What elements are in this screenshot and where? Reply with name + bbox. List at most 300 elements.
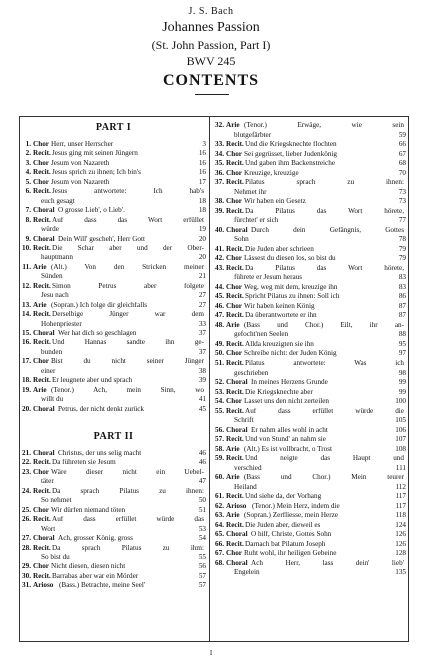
entry-type: Chor xyxy=(33,177,49,186)
entry-page: 59 xyxy=(398,130,406,139)
entry-page: 16 xyxy=(198,149,206,158)
entry-title: Jesus sprich zu ihnen; Ich bin's xyxy=(52,169,141,177)
entry-page: 105 xyxy=(395,416,406,425)
entry-page: 53 xyxy=(198,524,206,533)
entry-type: Recit. xyxy=(226,159,244,168)
entry-title: Spricht Pilatus zu ihnen: Soll ich xyxy=(245,293,340,301)
entry-type: Arioso xyxy=(226,501,247,510)
entry-page: 97 xyxy=(398,349,406,358)
contents-entry xyxy=(214,541,406,550)
entry-title: Schreibe nicht: der Juden König xyxy=(244,350,337,358)
entry-type: Recit. xyxy=(226,454,244,463)
entry-title: Nicht diesen, diesen nicht xyxy=(51,563,126,571)
entry-title-continuation: würde xyxy=(41,225,59,234)
entry-page: 27 xyxy=(198,291,206,300)
contents-entry xyxy=(21,516,206,525)
entry-type: Choral xyxy=(33,534,55,543)
entry-number: 28. xyxy=(22,543,31,552)
entry-number: 23. xyxy=(22,467,31,476)
entry-title: Jesus ging mit seinen Jüngern xyxy=(52,150,138,158)
entry-type: Chor xyxy=(226,301,242,310)
contents-entry xyxy=(214,360,406,369)
contents-entry-continuation xyxy=(21,226,206,235)
entry-type: Recit. xyxy=(33,215,51,224)
contents-entry xyxy=(214,312,406,321)
entry-number: 12. xyxy=(22,281,31,290)
contents-entry xyxy=(21,207,206,216)
entry-number: 52. xyxy=(215,378,224,387)
contents-entry xyxy=(214,398,406,407)
entry-number: 51. xyxy=(215,359,224,367)
entry-type: Chor xyxy=(33,140,49,148)
entry-page: 21 xyxy=(198,272,206,281)
entry-page: 38 xyxy=(198,366,206,375)
contents-entry xyxy=(21,377,206,386)
part-2-heading: PART II xyxy=(93,431,134,442)
entry-number: 13. xyxy=(22,300,31,309)
entry-number: 61. xyxy=(215,492,224,501)
entry-type: Arie xyxy=(226,444,240,453)
entry-page: 77 xyxy=(398,216,406,225)
entry-number: 4. xyxy=(25,168,31,177)
entry-title-continuation: Engelein xyxy=(234,568,260,577)
contents-entry xyxy=(21,582,206,591)
entry-title: Und Hannas sandte ihn ge- xyxy=(52,339,204,347)
entry-number: 9. xyxy=(25,234,31,243)
contents-entry xyxy=(21,188,206,197)
entry-page: 18 xyxy=(198,206,206,215)
entry-type: Recit. xyxy=(226,387,244,396)
entry-number: 10. xyxy=(22,243,31,252)
contents-entry xyxy=(214,455,406,464)
entry-title-continuation: einer xyxy=(41,366,56,375)
entry-page: 86 xyxy=(398,292,406,301)
entry-type: Recit. xyxy=(33,310,51,319)
entry-title-continuation: Sünden xyxy=(41,272,63,281)
catalog-number: BWV 245 xyxy=(186,54,236,68)
entry-title-continuation: Schrift xyxy=(234,416,254,425)
contents-entry xyxy=(214,198,406,207)
entry-number: 15. xyxy=(22,329,31,337)
entry-page: 83 xyxy=(398,273,406,282)
composer: J. S. Bach xyxy=(188,6,234,17)
entry-title: Sei gegrüsset, lieber Judenkönig xyxy=(244,150,338,158)
entry-number: 50. xyxy=(215,349,224,358)
entry-number: 62. xyxy=(215,501,224,510)
entry-page: 106 xyxy=(395,425,406,434)
entry-title: O grosse Lieb', o Lieb'. xyxy=(58,207,125,215)
contents-entry xyxy=(214,122,406,131)
contents-entry xyxy=(214,531,406,540)
entry-type: Chor xyxy=(226,168,242,177)
entry-title: Barrabas aber war ein Mörder xyxy=(52,572,139,580)
entry-page: 126 xyxy=(395,539,406,548)
contents-entry-continuation xyxy=(214,274,406,283)
entry-page: 98 xyxy=(398,368,406,377)
entry-page: 112 xyxy=(395,482,406,491)
entry-type: Recit. xyxy=(33,571,51,580)
entry-page: 128 xyxy=(395,549,406,558)
entry-title-continuation: fürchtet' er sich xyxy=(234,216,279,225)
entry-number: 36. xyxy=(215,168,224,177)
entry-number: 42. xyxy=(215,254,224,263)
entry-type: Recit. xyxy=(33,458,51,467)
contents-heading: CONTENTS xyxy=(162,72,260,89)
entry-title: Da überantwortete er ihn xyxy=(245,312,317,320)
entry-title: (Sopran.) Ich folge dir gleichfalls xyxy=(51,301,147,309)
entry-title: Wer hat dich so geschlagen xyxy=(58,330,137,337)
entry-title: Darnach bat Pilatum Joseph xyxy=(245,540,326,548)
entry-type: Recit. xyxy=(33,149,51,158)
entry-type: Recit. xyxy=(33,281,51,290)
contents-entry-continuation xyxy=(214,189,406,198)
entry-type: Choral xyxy=(226,558,248,567)
entry-title: Und von Stund' an nahm sie xyxy=(245,436,326,444)
entry-type: Recit. xyxy=(226,311,244,320)
page-number: I xyxy=(209,649,213,657)
entry-type: Choral xyxy=(33,449,55,457)
entry-page: 87 xyxy=(398,311,406,320)
entry-title: Und die Kriegsknechte flochten xyxy=(245,141,337,149)
entry-title: Die Kriegsknechte aber xyxy=(245,388,313,396)
entry-number: 63. xyxy=(215,511,224,520)
entry-title-continuation: gefocht'nen Seelen xyxy=(234,330,289,339)
entry-number: 46. xyxy=(215,301,224,310)
entry-page: 83 xyxy=(398,282,406,291)
entry-title: Da sprach Pilatus zu ihm: xyxy=(52,544,204,552)
entry-number: 22. xyxy=(22,458,31,467)
entry-type: Arie xyxy=(226,511,240,520)
entry-title-continuation: Sohn xyxy=(234,235,249,244)
entry-page: 33 xyxy=(198,319,206,328)
entry-type: Recit. xyxy=(226,206,244,215)
entry-number: 20. xyxy=(22,404,31,413)
entry-number: 17. xyxy=(22,357,31,366)
entry-number: 43. xyxy=(215,263,224,272)
entry-page: 47 xyxy=(198,477,206,486)
entry-title: Da Pilatus das Wort hörete, xyxy=(245,264,404,272)
entry-number: 53. xyxy=(215,387,224,396)
entry-page: 99 xyxy=(398,378,406,387)
entry-title: Ach, grosser König, gross xyxy=(58,535,133,543)
entry-type: Recit. xyxy=(33,187,51,196)
entry-page: 37 xyxy=(198,329,206,337)
entry-type: Choral xyxy=(226,378,248,387)
entry-page: 57 xyxy=(198,581,206,590)
entry-type: Recit. xyxy=(33,543,51,552)
entry-number: 58. xyxy=(215,444,224,453)
contents-entry-continuation xyxy=(214,417,406,426)
entry-number: 32. xyxy=(215,121,224,129)
entry-type: Chor xyxy=(33,505,49,514)
entry-title: (Bass.) Betrachte, meine Seel' xyxy=(59,582,146,590)
contents-entry xyxy=(214,512,406,521)
entry-number: 3. xyxy=(25,158,31,167)
entry-page: 124 xyxy=(395,520,406,529)
entry-type: Recit. xyxy=(33,338,51,347)
entry-number: 21. xyxy=(22,449,31,457)
entry-number: 41. xyxy=(215,244,224,253)
entry-page: 19 xyxy=(198,225,206,234)
entry-number: 65. xyxy=(215,530,224,539)
contents-entry xyxy=(21,535,206,544)
entry-page: 67 xyxy=(398,149,406,158)
entry-title: Derselbige Jünger war dem xyxy=(52,311,204,319)
entry-page: 20 xyxy=(198,234,206,243)
entry-type: Recit. xyxy=(33,376,51,385)
entry-title-continuation: So bist du xyxy=(41,552,70,561)
entry-title: Und siehe da, der Vorhang xyxy=(245,493,322,501)
entry-title: Ruht wohl, ihr heiligen Gebeine xyxy=(244,550,337,558)
contents-entry-continuation xyxy=(21,254,206,263)
entry-number: 67. xyxy=(215,549,224,558)
entry-number: 59. xyxy=(215,454,224,463)
entry-type: Arie xyxy=(33,385,47,394)
entry-title: Durch dein Gefängnis, Gottes xyxy=(251,226,404,234)
entry-number: 31. xyxy=(22,581,31,590)
entry-page: 66 xyxy=(398,140,406,149)
entry-page: 135 xyxy=(395,568,406,577)
contents-entry-continuation xyxy=(214,236,406,245)
entry-title: Petrus, der nicht denkt zurück xyxy=(58,405,145,413)
entry-number: 11. xyxy=(22,262,31,271)
entry-type: Choral xyxy=(33,234,55,243)
entry-page: 70 xyxy=(398,168,406,177)
entry-number: 27. xyxy=(22,534,31,543)
part-1-heading: PART I xyxy=(95,122,132,133)
contents-entry xyxy=(214,246,406,255)
entry-page: 118 xyxy=(395,511,406,520)
entry-title-continuation: Nehmet ihr xyxy=(234,187,267,196)
entry-page: 78 xyxy=(398,235,406,244)
entry-page: 107 xyxy=(395,435,406,444)
entry-number: 30. xyxy=(22,571,31,580)
entry-page: 95 xyxy=(398,339,406,348)
entry-type: Chor xyxy=(226,282,242,291)
entry-title-continuation: euch gesagt xyxy=(41,196,75,205)
entry-page: 117 xyxy=(395,492,406,501)
entry-type: Recit. xyxy=(226,359,244,367)
entry-number: 54. xyxy=(215,397,224,406)
entry-page: 117 xyxy=(395,501,406,510)
entry-title-continuation: Hohenpriester xyxy=(41,319,82,328)
entry-number: 45. xyxy=(215,292,224,301)
contents-entry-continuation xyxy=(214,217,406,226)
contents-entry xyxy=(214,341,406,350)
entry-title: Pilatus sprach zu ihnen: xyxy=(245,179,404,187)
contents-entry xyxy=(214,179,406,188)
entry-title: Da sprach Pilatus zu ihnen: xyxy=(52,487,204,495)
entry-title: Wir haben ein Gesetz xyxy=(244,198,306,206)
entry-title-continuation: Jesu nach xyxy=(41,291,69,300)
entry-title: Jesum von Nazareth xyxy=(51,178,110,186)
entry-number: 8. xyxy=(25,215,31,224)
entry-title: (Alt.) Von den Stricken meiner xyxy=(51,263,204,271)
entry-number: 60. xyxy=(215,473,224,482)
entry-type: Recit. xyxy=(33,515,51,524)
entry-type: Chor xyxy=(226,349,242,358)
entry-page: 126 xyxy=(395,530,406,539)
column-divider xyxy=(209,116,210,642)
entry-type: Chor xyxy=(33,562,49,571)
entry-type: Choral xyxy=(226,530,248,539)
entry-type: Recit. xyxy=(226,140,244,149)
entry-title: Auf dass erfüllet würde das xyxy=(52,516,204,524)
contents-entry xyxy=(214,436,406,445)
entry-type: Choral xyxy=(33,329,55,337)
entry-title-continuation: täter xyxy=(41,477,54,486)
entry-number: 5. xyxy=(25,177,31,186)
entry-title: Dein Will' gescheh', Herr Gott xyxy=(58,235,145,243)
entry-page: 37 xyxy=(198,347,206,356)
entry-type: Choral xyxy=(33,404,55,413)
entry-type: Recit. xyxy=(226,520,244,529)
entry-title: Er leugnete aber und sprach xyxy=(52,377,133,385)
entry-page: 17 xyxy=(198,177,206,186)
entry-type: Arie xyxy=(226,121,240,129)
entry-title: Wir haben keinen König xyxy=(244,302,315,310)
entry-title: Lässest du diesen los, so bist du xyxy=(244,255,336,263)
entry-title-continuation: geschrieben xyxy=(234,368,269,377)
entry-type: Arioso xyxy=(33,581,54,590)
entry-number: 44. xyxy=(215,282,224,291)
entry-page: 79 xyxy=(398,254,406,263)
entry-title: Kreuzige, kreuzige xyxy=(244,169,299,177)
entry-number: 33. xyxy=(215,140,224,149)
entry-type: Choral xyxy=(33,206,55,215)
entry-number: 49. xyxy=(215,339,224,348)
entry-type: Arie xyxy=(33,262,47,271)
contents-entry xyxy=(21,406,206,415)
contents-entry-continuation xyxy=(21,292,206,301)
entry-number: 68. xyxy=(215,558,224,567)
entry-page: 54 xyxy=(198,534,206,543)
entry-number: 25. xyxy=(22,505,31,514)
entry-page: 50 xyxy=(198,496,206,505)
entry-page: 41 xyxy=(198,395,206,404)
entry-type: Recit. xyxy=(226,539,244,548)
entry-number: 39. xyxy=(215,206,224,215)
contents-entry-continuation xyxy=(21,478,206,487)
entry-title-continuation: blutgefärbter xyxy=(234,130,272,139)
contents-entry-continuation xyxy=(21,497,206,506)
contents-entry xyxy=(214,255,406,264)
entry-title: Und neigte das Haupt und xyxy=(245,455,404,463)
contents-entry xyxy=(214,141,406,150)
entry-page: 39 xyxy=(198,376,206,385)
entry-number: 47. xyxy=(215,311,224,320)
entry-type: Recit. xyxy=(226,492,244,501)
contents-entry xyxy=(214,474,406,483)
entry-title: Pilatus antwortete: Was ich xyxy=(245,360,404,367)
contents-entry xyxy=(21,358,206,367)
entry-title: Die Juden aber, dieweil es xyxy=(245,521,321,529)
entry-title: Lasset uns den nicht zerteilen xyxy=(244,398,330,406)
entry-title: Da führeten sie Jesum xyxy=(52,459,116,467)
entry-page: 57 xyxy=(198,571,206,580)
entry-title: Er nahm alles wohl in acht xyxy=(251,426,328,434)
entry-type: Recit. xyxy=(226,263,244,272)
entry-number: 14. xyxy=(22,310,31,319)
entry-type: Recit. xyxy=(226,435,244,444)
entry-type: Choral xyxy=(226,425,248,434)
entry-title: Wäre dieser nicht ein Uebel- xyxy=(51,468,204,476)
contents-entry-continuation xyxy=(21,273,206,282)
entry-type: Arie xyxy=(33,300,47,309)
entry-type: Recit. xyxy=(33,243,51,252)
entry-page: 73 xyxy=(398,187,406,196)
entry-title-continuation: bunden xyxy=(41,347,63,356)
entry-page: 99 xyxy=(398,387,406,396)
entry-number: 37. xyxy=(215,178,224,187)
entry-title: Auf dass das Wort erfüllet xyxy=(52,216,204,224)
entry-title: Da Pilatus das Wort hörete, xyxy=(245,207,404,215)
entry-page: 100 xyxy=(395,397,406,406)
entry-type: Recit. xyxy=(226,244,244,253)
entry-page: 3 xyxy=(202,140,206,148)
entry-title-continuation: führete er Jesum heraus xyxy=(234,273,303,282)
entry-type: Chor xyxy=(226,149,242,158)
entry-number: 48. xyxy=(215,320,224,329)
entry-number: 6. xyxy=(25,187,31,196)
entry-page: 46 xyxy=(198,449,206,457)
entry-number: 40. xyxy=(215,225,224,234)
contents-entry xyxy=(214,379,406,388)
contents-entry xyxy=(214,493,406,502)
entry-title: Allda kreuzigten sie ihn xyxy=(245,340,314,348)
entry-number: 1. xyxy=(25,140,31,148)
contents-entry-continuation xyxy=(21,396,206,405)
entry-title: Wir dürfen niemand töten xyxy=(51,506,126,514)
entry-title: Christus, der uns selig macht xyxy=(58,450,142,457)
work-title: Johannes Passion xyxy=(162,20,260,35)
entry-type: Recit. xyxy=(226,406,244,415)
entry-type: Chor xyxy=(226,549,242,558)
entry-type: Chor xyxy=(33,357,49,366)
entry-type: Recit. xyxy=(33,486,51,495)
entry-page: 111 xyxy=(395,463,406,472)
entry-type: Arie xyxy=(226,473,240,482)
entry-title: (Tenor.) Erwäge, wie sein xyxy=(244,122,404,129)
entry-page: 16 xyxy=(198,168,206,177)
entry-number: 24. xyxy=(22,486,31,495)
entry-title: Jesus antwortete: Ich hab's xyxy=(52,188,204,196)
entry-page: 55 xyxy=(198,552,206,561)
entry-title: Simon Petrus aber folgete xyxy=(52,282,204,290)
entry-title: Herr, unser Herrscher xyxy=(51,141,114,148)
entry-number: 57. xyxy=(215,435,224,444)
entry-page: 16 xyxy=(198,158,206,167)
entry-title-continuation: Heiland xyxy=(234,482,257,491)
entry-number: 26. xyxy=(22,515,31,524)
contents-entry-continuation xyxy=(214,569,406,578)
entry-number: 29. xyxy=(22,562,31,571)
entry-title: In meines Herzens Grunde xyxy=(251,379,328,387)
entry-title-continuation: willt du xyxy=(41,395,64,404)
entry-type: Recit. xyxy=(226,339,244,348)
entry-number: 2. xyxy=(25,149,31,158)
contents-entry xyxy=(21,311,206,320)
entry-title: (Tenor.) Ach, mein Sinn, wo xyxy=(51,386,204,394)
entry-title: Und gaben ihm Backenstreiche xyxy=(245,160,336,168)
entry-title-continuation: hauptmann xyxy=(41,253,73,262)
entry-page: 73 xyxy=(398,197,406,206)
entry-type: Recit. xyxy=(33,168,51,177)
entry-page: 51 xyxy=(198,505,206,514)
entry-page: 88 xyxy=(398,330,406,339)
entry-page: 79 xyxy=(398,244,406,253)
contents-entry xyxy=(214,389,406,398)
